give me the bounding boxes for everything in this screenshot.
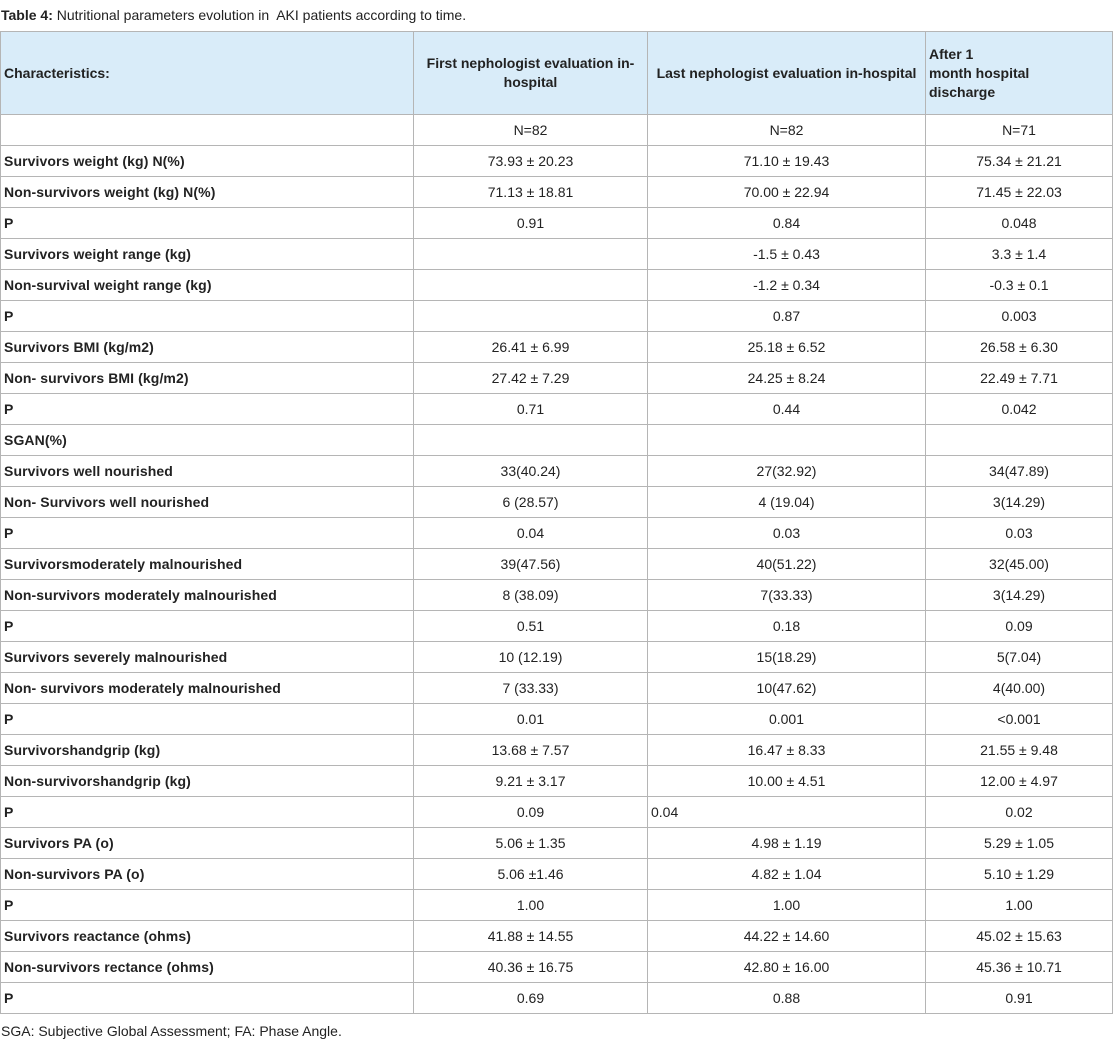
cell-last-evaluation: 10.00 ± 4.51 xyxy=(648,766,926,797)
table-row xyxy=(1,735,1113,766)
cell-after-discharge: 0.042 xyxy=(926,394,1113,425)
row-label: Survivors BMI (kg/m2) xyxy=(1,332,414,363)
row-label: Non-survivors PA (o) xyxy=(1,859,414,890)
cell-after-discharge: 5.10 ± 1.29 xyxy=(926,859,1113,890)
cell-last-evaluation: 10(47.62) xyxy=(648,673,926,704)
table-row xyxy=(1,363,1113,394)
table-row xyxy=(1,177,1113,208)
cell-last-evaluation: 71.10 ± 19.43 xyxy=(648,146,926,177)
table-body xyxy=(1,115,1113,1014)
table-row xyxy=(1,921,1113,952)
cell-last-evaluation: 0.18 xyxy=(648,611,926,642)
cell-after-discharge: 21.55 ± 9.48 xyxy=(926,735,1113,766)
cell-first-evaluation: 41.88 ± 14.55 xyxy=(414,921,648,952)
cell-first-evaluation: 1.00 xyxy=(414,890,648,921)
row-label: Non-survivors weight (kg) N(%) xyxy=(1,177,414,208)
cell-after-discharge: 5.29 ± 1.05 xyxy=(926,828,1113,859)
caption-text: Nutritional parameters evolution in AKI patients according to time. xyxy=(52,7,467,23)
table-row xyxy=(1,301,1113,332)
cell-last-evaluation: 1.00 xyxy=(648,890,926,921)
table-row xyxy=(1,425,1113,456)
cell-first-evaluation: 0.04 xyxy=(414,518,648,549)
cell-after-discharge: 3(14.29) xyxy=(926,580,1113,611)
table-row xyxy=(1,146,1113,177)
table-row xyxy=(1,456,1113,487)
table-row xyxy=(1,673,1113,704)
cell-first-evaluation xyxy=(414,301,648,332)
cell-last-evaluation: 4.98 ± 1.19 xyxy=(648,828,926,859)
row-label: Survivors severely malnourished xyxy=(1,642,414,673)
row-label: Survivorsmoderately malnourished xyxy=(1,549,414,580)
cell-after-discharge: 45.36 ± 10.71 xyxy=(926,952,1113,983)
cell-first-evaluation xyxy=(414,425,648,456)
cell-last-evaluation: 15(18.29) xyxy=(648,642,926,673)
cell-first-evaluation: 27.42 ± 7.29 xyxy=(414,363,648,394)
table-row xyxy=(1,518,1113,549)
table-row xyxy=(1,828,1113,859)
cell-after-discharge xyxy=(926,425,1113,456)
row-label: Survivors weight range (kg) xyxy=(1,239,414,270)
cell-first-evaluation: 13.68 ± 7.57 xyxy=(414,735,648,766)
row-label: Survivors well nourished xyxy=(1,456,414,487)
row-label: Survivors reactance (ohms) xyxy=(1,921,414,952)
cell-after-discharge: 26.58 ± 6.30 xyxy=(926,332,1113,363)
row-label: P xyxy=(1,301,414,332)
cell-after-discharge: 12.00 ± 4.97 xyxy=(926,766,1113,797)
cell-after-discharge: 0.02 xyxy=(926,797,1113,828)
cell-first-evaluation xyxy=(414,270,648,301)
row-label: Non-survivors moderately malnourished xyxy=(1,580,414,611)
cell-first-evaluation: 5.06 ± 1.35 xyxy=(414,828,648,859)
cell-first-evaluation: 9.21 ± 3.17 xyxy=(414,766,648,797)
row-label: Non-survival weight range (kg) xyxy=(1,270,414,301)
cell-last-evaluation: 24.25 ± 8.24 xyxy=(648,363,926,394)
cell-last-evaluation: -1.5 ± 0.43 xyxy=(648,239,926,270)
table-footnote: SGA: Subjective Global Assessment; FA: Phase Angle. xyxy=(1,1023,342,1039)
cell-last-evaluation: 70.00 ± 22.94 xyxy=(648,177,926,208)
row-label: P xyxy=(1,611,414,642)
table-row xyxy=(1,766,1113,797)
table-row xyxy=(1,704,1113,735)
cell-first-evaluation: 7 (33.33) xyxy=(414,673,648,704)
cell-first-evaluation: 73.93 ± 20.23 xyxy=(414,146,648,177)
cell-last-evaluation: 4 (19.04) xyxy=(648,487,926,518)
table-row xyxy=(1,239,1113,270)
cell-after-discharge: 3.3 ± 1.4 xyxy=(926,239,1113,270)
cell-after-discharge: 75.34 ± 21.21 xyxy=(926,146,1113,177)
header-after-discharge: After 1 month hospital discharge xyxy=(926,32,1113,115)
table-row xyxy=(1,394,1113,425)
header-last-evaluation: Last nephologist evaluation in-hospital xyxy=(648,32,926,115)
cell-first-evaluation: 0.91 xyxy=(414,208,648,239)
cell-after-discharge: 32(45.00) xyxy=(926,549,1113,580)
row-label: Non-survivors rectance (ohms) xyxy=(1,952,414,983)
cell-first-evaluation xyxy=(414,239,648,270)
cell-last-evaluation: 0.44 xyxy=(648,394,926,425)
table-row xyxy=(1,208,1113,239)
table-row xyxy=(1,611,1113,642)
cell-last-evaluation: 4.82 ± 1.04 xyxy=(648,859,926,890)
cell-first-evaluation: 0.09 xyxy=(414,797,648,828)
cell-after-discharge: 0.048 xyxy=(926,208,1113,239)
cell-after-discharge: 71.45 ± 22.03 xyxy=(926,177,1113,208)
row-label: Survivorshandgrip (kg) xyxy=(1,735,414,766)
table-row xyxy=(1,115,1113,146)
cell-last-evaluation: N=82 xyxy=(648,115,926,146)
cell-after-discharge: 1.00 xyxy=(926,890,1113,921)
cell-after-discharge: 0.09 xyxy=(926,611,1113,642)
row-label: Survivors PA (o) xyxy=(1,828,414,859)
table-row xyxy=(1,270,1113,301)
cell-after-discharge: 34(47.89) xyxy=(926,456,1113,487)
row-label xyxy=(1,115,414,146)
cell-last-evaluation: 7(33.33) xyxy=(648,580,926,611)
cell-after-discharge: 22.49 ± 7.71 xyxy=(926,363,1113,394)
table-row xyxy=(1,859,1113,890)
cell-after-discharge: -0.3 ± 0.1 xyxy=(926,270,1113,301)
cell-last-evaluation: 0.001 xyxy=(648,704,926,735)
row-label: Non- survivors moderately malnourished xyxy=(1,673,414,704)
cell-first-evaluation: N=82 xyxy=(414,115,648,146)
cell-after-discharge: 0.03 xyxy=(926,518,1113,549)
caption-label: Table 4: xyxy=(1,7,53,23)
row-label: P xyxy=(1,983,414,1014)
table-row xyxy=(1,580,1113,611)
table-row xyxy=(1,332,1113,363)
table-row xyxy=(1,549,1113,580)
table-row xyxy=(1,487,1113,518)
cell-first-evaluation: 0.51 xyxy=(414,611,648,642)
cell-last-evaluation: 0.88 xyxy=(648,983,926,1014)
table-row xyxy=(1,642,1113,673)
cell-last-evaluation xyxy=(648,425,926,456)
cell-last-evaluation: 0.87 xyxy=(648,301,926,332)
cell-first-evaluation: 5.06 ±1.46 xyxy=(414,859,648,890)
row-label: P xyxy=(1,704,414,735)
cell-after-discharge: 0.91 xyxy=(926,983,1113,1014)
cell-after-discharge: N=71 xyxy=(926,115,1113,146)
cell-first-evaluation: 6 (28.57) xyxy=(414,487,648,518)
table-row xyxy=(1,797,1113,828)
table-row xyxy=(1,983,1113,1014)
cell-first-evaluation: 8 (38.09) xyxy=(414,580,648,611)
cell-last-evaluation: 40(51.22) xyxy=(648,549,926,580)
cell-first-evaluation: 0.69 xyxy=(414,983,648,1014)
nutrition-table xyxy=(0,31,1113,1014)
cell-first-evaluation: 71.13 ± 18.81 xyxy=(414,177,648,208)
table-row xyxy=(1,890,1113,921)
cell-after-discharge: 0.003 xyxy=(926,301,1113,332)
cell-first-evaluation: 39(47.56) xyxy=(414,549,648,580)
cell-after-discharge: 4(40.00) xyxy=(926,673,1113,704)
table-row xyxy=(1,952,1113,983)
cell-first-evaluation: 26.41 ± 6.99 xyxy=(414,332,648,363)
cell-first-evaluation: 0.01 xyxy=(414,704,648,735)
cell-first-evaluation: 0.71 xyxy=(414,394,648,425)
cell-first-evaluation: 33(40.24) xyxy=(414,456,648,487)
row-label: Non- survivors BMI (kg/m2) xyxy=(1,363,414,394)
cell-first-evaluation: 10 (12.19) xyxy=(414,642,648,673)
header-first-evaluation: First nephologist evaluation in-hospital xyxy=(414,32,648,115)
cell-last-evaluation: 42.80 ± 16.00 xyxy=(648,952,926,983)
cell-last-evaluation: 0.04 xyxy=(648,797,926,828)
row-label: P xyxy=(1,208,414,239)
row-label: Survivors weight (kg) N(%) xyxy=(1,146,414,177)
table-caption xyxy=(1,6,466,24)
cell-after-discharge: 45.02 ± 15.63 xyxy=(926,921,1113,952)
cell-first-evaluation: 40.36 ± 16.75 xyxy=(414,952,648,983)
cell-last-evaluation: 44.22 ± 14.60 xyxy=(648,921,926,952)
cell-last-evaluation: 0.84 xyxy=(648,208,926,239)
cell-last-evaluation: -1.2 ± 0.34 xyxy=(648,270,926,301)
cell-last-evaluation: 27(32.92) xyxy=(648,456,926,487)
row-label: Non-survivorshandgrip (kg) xyxy=(1,766,414,797)
row-label: P xyxy=(1,394,414,425)
row-label: P xyxy=(1,890,414,921)
cell-last-evaluation: 0.03 xyxy=(648,518,926,549)
row-label: P xyxy=(1,518,414,549)
cell-last-evaluation: 16.47 ± 8.33 xyxy=(648,735,926,766)
header-row xyxy=(1,32,1113,115)
row-label: SGAN(%) xyxy=(1,425,414,456)
cell-last-evaluation: 25.18 ± 6.52 xyxy=(648,332,926,363)
cell-after-discharge: 5(7.04) xyxy=(926,642,1113,673)
row-label: Non- Survivors well nourished xyxy=(1,487,414,518)
cell-after-discharge: <0.001 xyxy=(926,704,1113,735)
header-characteristics: Characteristics: xyxy=(1,32,414,115)
row-label: P xyxy=(1,797,414,828)
cell-after-discharge: 3(14.29) xyxy=(926,487,1113,518)
